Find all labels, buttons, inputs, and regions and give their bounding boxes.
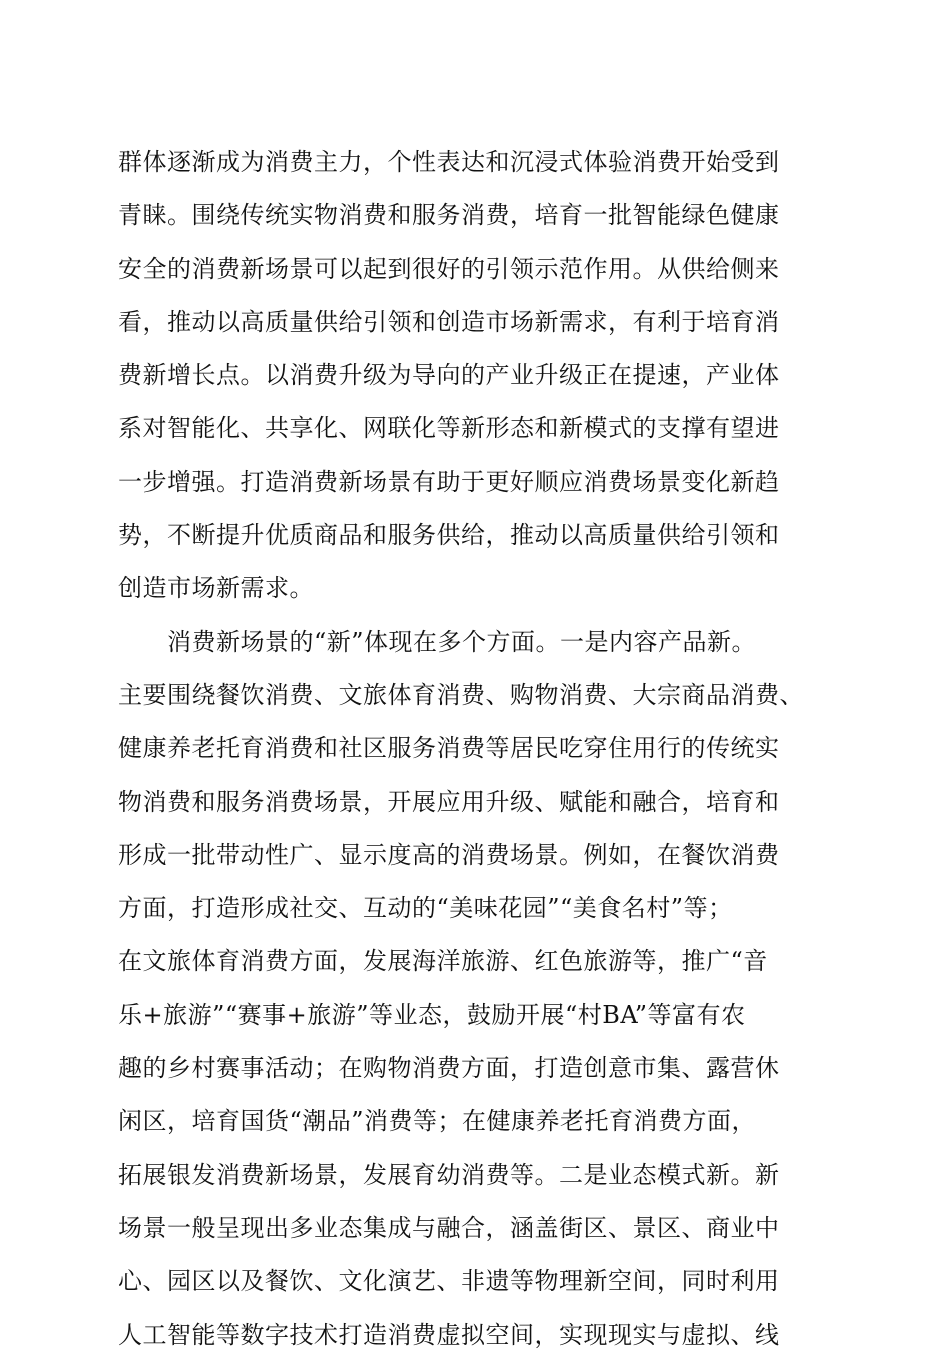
text-line-9: 创造市场新需求。 [118,574,314,603]
text-line-11: 主要围绕餐饮消费、文旅体育消费、购物消费、大宗商品消费、 [118,680,804,709]
text-line-12: 健康养老托育消费和社区服务消费等居民吃穿住用行的传统实 [118,734,780,763]
text-line-6: 系对智能化、共享化、网联化等新形态和新模式的支撑有望进 [118,414,780,443]
text-line-5: 费新增长点。以消费升级为导向的产业升级正在提速，产业体 [118,361,780,390]
text-line-3: 安全的消费新场景可以起到很好的引领示范作用。从供给侧来 [118,254,780,283]
text-line-2: 青睐。围绕传统实物消费和服务消费，培育一批智能绿色健康 [118,201,780,230]
text-line-23: 人工智能等数字技术打造消费虚拟空间，实现现实与虚拟、线 [118,1320,780,1349]
text-line-18: 趣的乡村赛事活动；在购物消费方面，打造创意市集、露营休 [118,1054,780,1083]
text-line-22: 心、园区以及餐饮、文化演艺、非遗等物理新空间，同时利用 [118,1267,780,1296]
text-line-1: 群体逐渐成为消费主力，个性表达和沉浸式体验消费开始受到 [118,148,780,176]
text-line-17: 乐+旅游”“赛事+旅游”等业态，鼓励开展“村BA”等富有农 [118,1000,746,1029]
text-line-20: 拓展银发消费新场景，发展育幼消费等。二是业态模式新。新 [118,1160,780,1189]
text-line-14: 形成一批带动性广、显示度高的消费场景。例如，在餐饮消费 [118,840,780,869]
text-line-21: 场景一般呈现出多业态集成与融合，涵盖街区、景区、商业中 [118,1213,780,1242]
text-line-15: 方面，打造形成社交、互动的“美味花园”“美食名村”等； [118,894,733,923]
body-text [118,136,840,1362]
text-line-16: 在文旅体育消费方面，发展海洋旅游、红色旅游等，推广“音 [118,947,768,976]
text-line-7: 一步增强。打造消费新场景有助于更好顺应消费场景变化新趋 [118,467,780,496]
text-line-13: 物消费和服务消费场景，开展应用升级、赋能和融合，培育和 [118,787,780,816]
text-line-19: 闲区，培育国货“潮品”消费等；在健康养老托育消费方面， [118,1107,757,1136]
text-line-10: 消费新场景的“新”体现在多个方面。一是内容产品新。 [118,627,757,656]
text-line-4: 看，推动以高质量供给引领和创造市场新需求，有利于培育消 [118,307,780,336]
text-line-8: 势，不断提升优质商品和服务供给，推动以高质量供给引领和 [118,521,780,550]
